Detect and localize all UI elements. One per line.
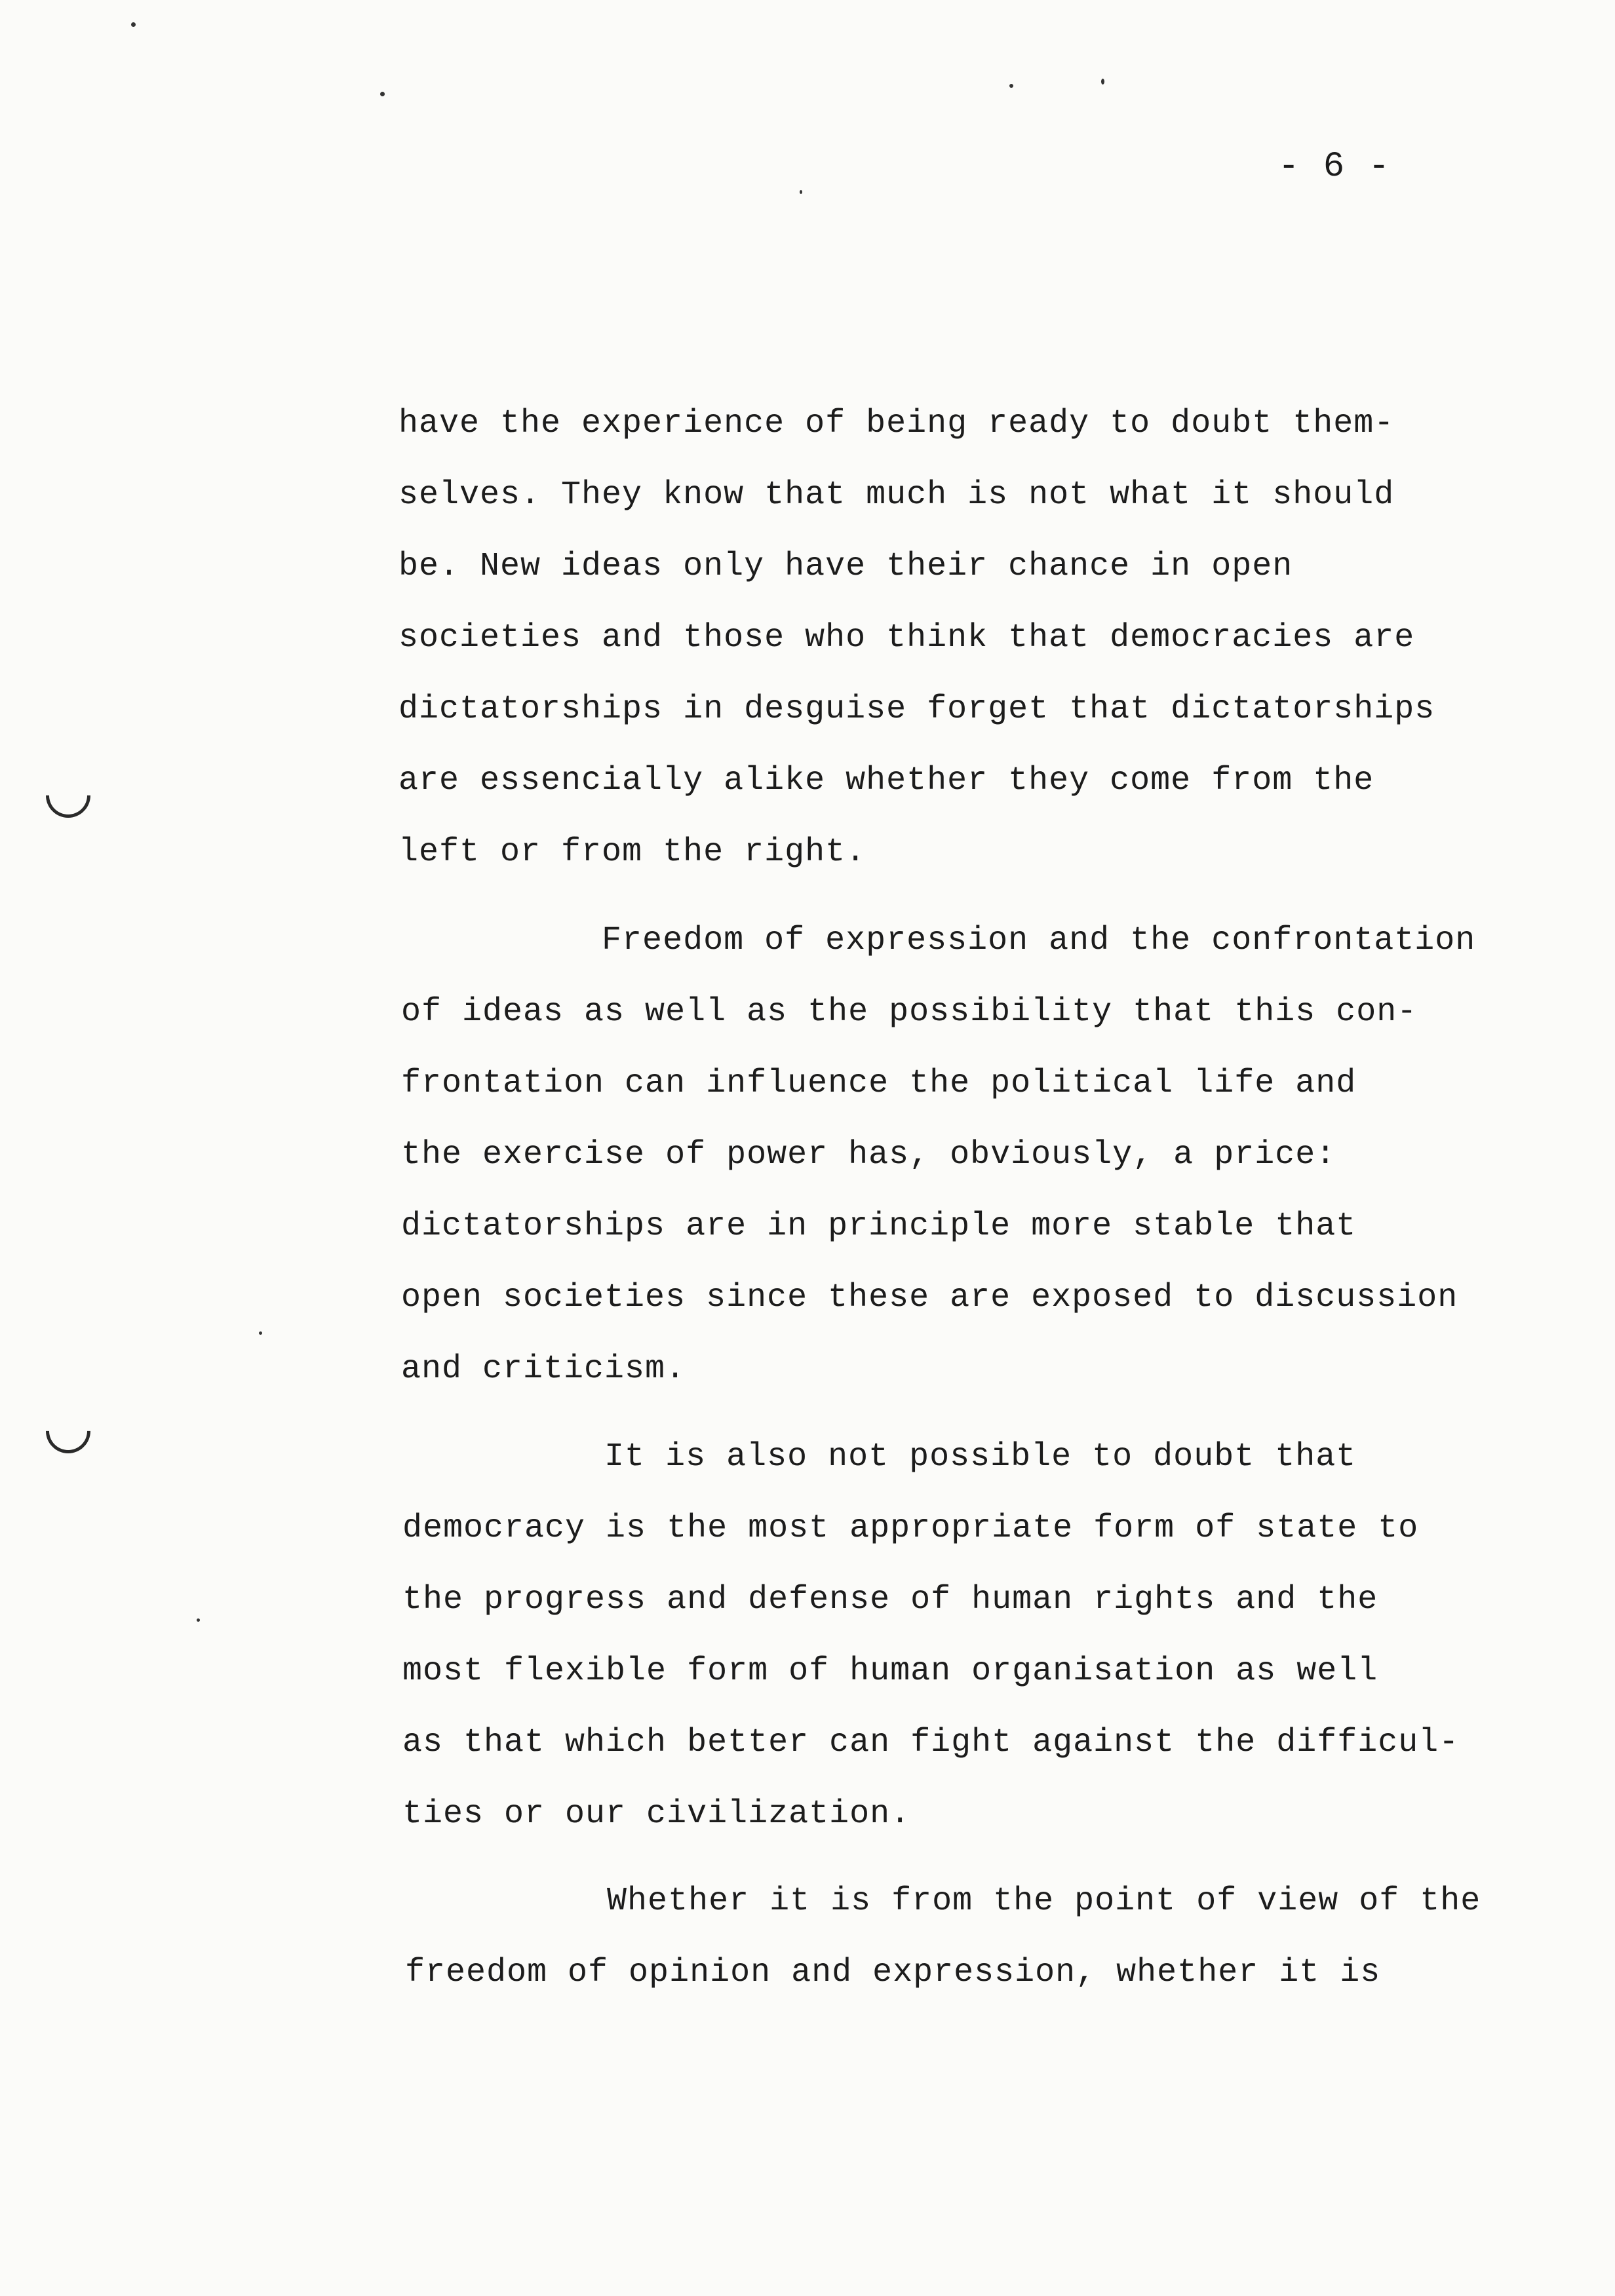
speck (1101, 79, 1104, 85)
speck (131, 22, 136, 27)
text-line: of ideas as well as the possibility that this con- (401, 993, 1418, 1031)
text-line: the exercise of power has, obviously, a price: (401, 1136, 1336, 1174)
speck (1009, 84, 1013, 88)
text-line: most flexible form of human organisation as well (402, 1653, 1378, 1690)
text-line: are essencially alike whether they come from the (399, 762, 1374, 799)
text-line: ties or our civilization. (402, 1795, 911, 1833)
text-line: as that which better can fight against the difficul- (402, 1724, 1460, 1761)
page-number: - 6 - (1278, 147, 1391, 187)
text-line: and criticism. (401, 1350, 686, 1388)
text-line: dictatorships in desguise forget that dictatorships (399, 691, 1435, 728)
text-line: societies and those who think that democracies are (399, 619, 1415, 657)
text-line: selves. They know that much is not what it should (399, 476, 1395, 514)
text-line: left or from the right. (399, 833, 866, 871)
speck (800, 190, 802, 194)
text-line: be. New ideas only have their chance in open (399, 548, 1293, 585)
text-line: dictatorships are in principle more stable that (401, 1208, 1357, 1245)
speck (380, 92, 385, 96)
text-line: It is also not possible to doubt that (401, 1438, 1357, 1476)
speck (197, 1618, 200, 1622)
text-line: open societies since these are exposed to discussion (401, 1279, 1458, 1316)
text-line: have the experience of being ready to doubt them- (399, 405, 1395, 442)
text-line: frontation can influence the political life and (401, 1065, 1357, 1102)
binder-hole (37, 1400, 100, 1463)
binder-hole (37, 764, 100, 827)
text-line: Whether it is from the point of view of the (404, 1883, 1481, 1920)
text-line: the progress and defense of human rights and the (402, 1581, 1378, 1618)
text-line: democracy is the most appropriate form of state to (402, 1510, 1419, 1547)
text-line: freedom of opinion and expression, whether it is (405, 1954, 1381, 1991)
speck (259, 1331, 262, 1335)
text-line: Freedom of expression and the confrontation (399, 922, 1476, 959)
